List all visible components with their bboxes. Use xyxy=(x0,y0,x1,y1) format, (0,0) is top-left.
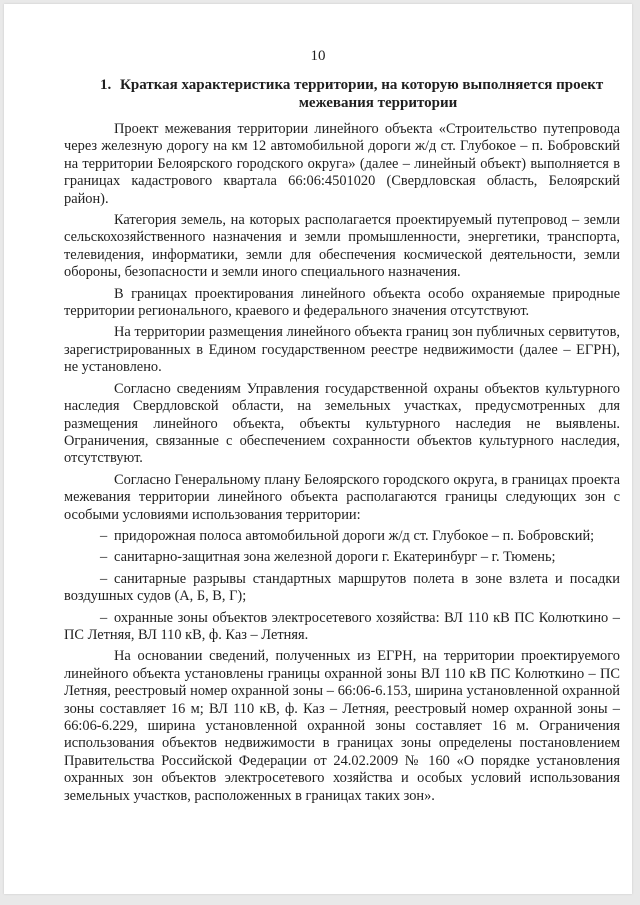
list-dash: – xyxy=(100,549,108,566)
list-item xyxy=(64,549,620,566)
section-title xyxy=(100,76,604,112)
section-title-line-2: межевания территории xyxy=(298,95,458,111)
list-item-text: охранные зоны объектов электросетевого хозяйства: ВЛ 110 кВ ПС Колюткино – ПС Летняя, ВЛ 110 кВ, ф. Каз – Летняя. xyxy=(64,609,620,643)
list-item-text: санитарно-защитная зона железной дороги г. Екатеринбург – г. Тюмень; xyxy=(114,549,556,566)
paragraph: Согласно сведениям Управления государственной охраны объектов культурного наследия Свердловской области, на земельных участках, предусмотренных для размещения линейного объекта, объекты культурного наследия не выявлены. Ограничения, связанные с обеспечением сохранности объектов культурного наследия, отсутствуют. xyxy=(64,380,620,467)
section-number: 1. xyxy=(100,77,112,93)
list-dash: – xyxy=(100,527,108,544)
list-item-text: санитарные разрывы стандартных маршрутов полета в зоне взлета и посадки воздушных судов (А, Б, В, Г); xyxy=(64,570,620,605)
paragraph-final: На основании сведений, полученных из ЕГРН, на территории проектируемого линейного объекта установлены границы охранной зоны ВЛ 110 кВ ПС Колюткино – ПС Летняя, реестровый номер охранной зоны – 66:06-6.153, ширина установленной охранной зоны составляет 16 м; ВЛ 110 кВ, ф. Каз – Летняя, реестровый номер охранной зоны – 66:06-6.229, ширина установленной охранной зоны составляет 16 м. Ограничения использования объектов недвижимости в границах зоны определены постановлением Правительства Российской Федерации от 24.02.2009 № 160 «О порядке установления охранных зон объектов электросетевого хозяйства и особых условий использования земельных участков, расположенных в границах таких зон». xyxy=(64,648,620,804)
zone-list xyxy=(64,528,620,644)
document-body xyxy=(64,121,620,809)
paragraph: Категория земель, на которых располагается проектируемый путепровод – земли сельскохозяйственного назначения и земли промышленности, энергетики, транспорта, телевидения, информатики, земли для обеспечения космической деятельности, земли обороны, безопасности и земли иного специального назначения. xyxy=(64,212,620,281)
paragraph: На территории размещения линейного объекта границ зон публичных сервитутов, зарегистрированных в Едином государственном реестре недвижимости (далее – ЕГРН), не установлено. xyxy=(64,324,620,376)
paragraph: Проект межевания территории линейного объекта «Строительство путепровода через железную дорогу на км 12 автомобильной дороги ж/д ст. Глубокое – п. Бобровский на территории Белоярского городского округа» (далее – линейный объект) выполняется в границах кадастрового квартала 66:06:4501020 (Свердловская область, Белоярский район). xyxy=(64,121,620,207)
paragraph: В границах проектирования линейного объекта особо охраняемые природные территории регионального, краевого и федерального значения отсутствуют. xyxy=(64,285,620,320)
list-item xyxy=(64,571,620,606)
document-page xyxy=(4,4,632,894)
list-item-text: придорожная полоса автомобильной дороги ж/д ст. Глубокое – п. Бобровский; xyxy=(114,527,595,544)
list-dash: – xyxy=(100,609,108,626)
list-item xyxy=(64,528,620,545)
section-title-line-1: Краткая характеристика территории, на которую выполняется проект xyxy=(120,77,604,93)
list-item xyxy=(64,610,620,645)
paragraph: Согласно Генеральному плану Белоярского городского округа, в границах проекта межевания территории линейного объекта располагаются границы следующих зон с особыми условиями использования территории: xyxy=(64,471,620,523)
page-number: 10 xyxy=(310,48,326,64)
list-dash: – xyxy=(100,570,108,587)
